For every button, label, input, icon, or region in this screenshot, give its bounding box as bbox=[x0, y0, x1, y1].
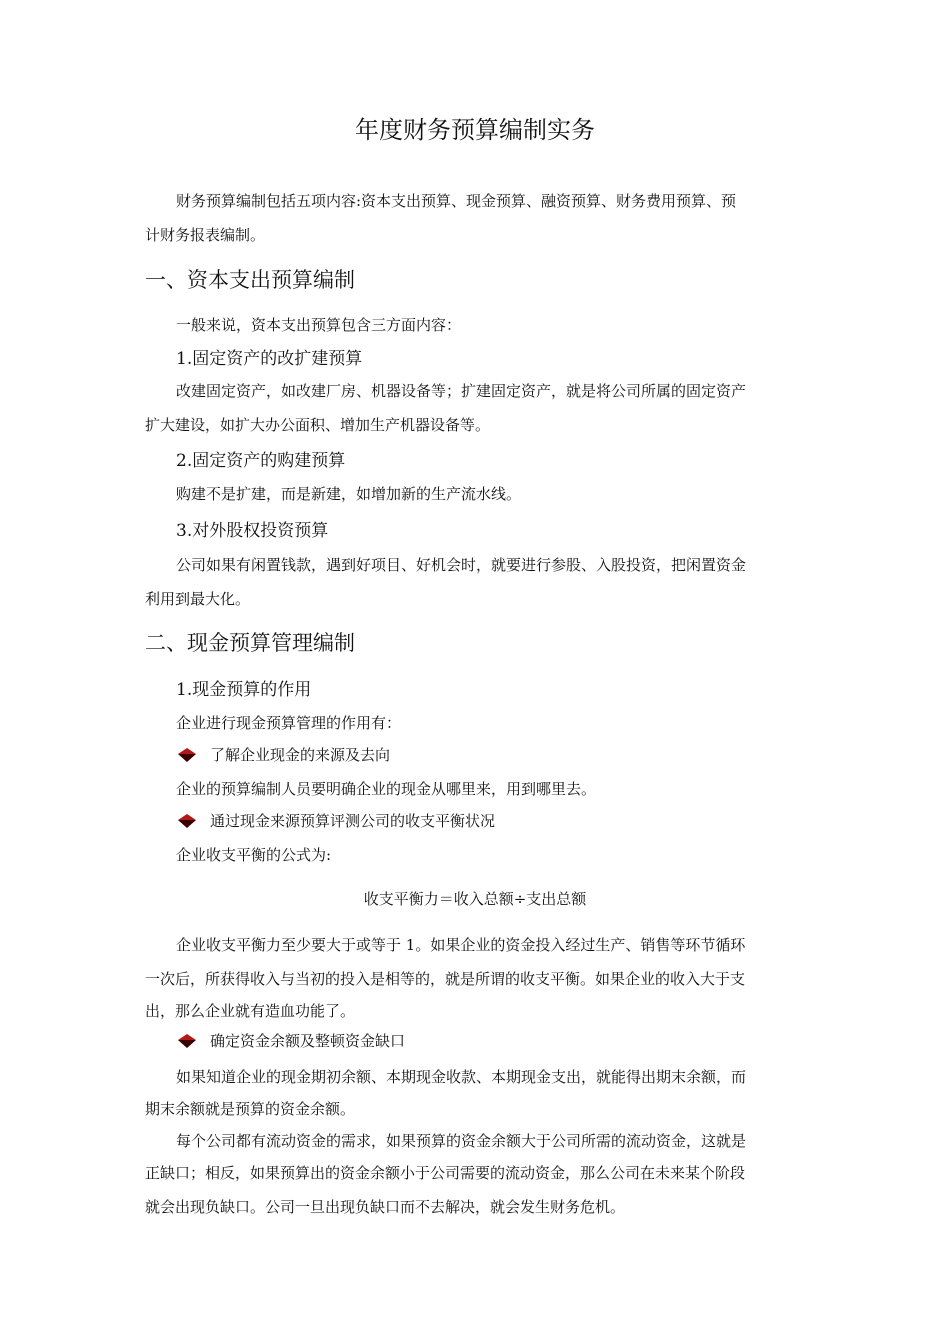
balance2-para-line-1: 如果知道企业的现金期初余额、本期现金收款、本期现金支出，就能得出期末余额，而 bbox=[176, 1068, 747, 1086]
balance2-para-line-2: 期末余额就是预算的资金余额。 bbox=[145, 1100, 356, 1118]
section2-lead: 企业进行现金预算管理的作用有： bbox=[176, 714, 402, 732]
formula-lead: 企业收支平衡的公式为: bbox=[176, 846, 332, 864]
bullet-item-3-text: 确定资金余额及整顿资金缺口 bbox=[210, 1032, 406, 1050]
section2-heading: 二、现金预算管理编制 bbox=[145, 631, 355, 655]
balance-para-line-2: 一次后，所获得收入与当初的投入是相等的，就是所谓的收支平衡。如果企业的收入大于支 bbox=[145, 970, 746, 988]
intro-line-2: 计财务报表编制。 bbox=[145, 226, 266, 244]
section1-sub1-line-1: 改建固定资产，如改建厂房、机器设备等；扩建固定资产，就是将公司所属的固定资产 bbox=[176, 382, 747, 400]
section1-sub2-line-1: 购建不是扩建，而是新建，如增加新的生产流水线。 bbox=[176, 485, 522, 503]
diamond-arrow-bullet-icon bbox=[178, 1034, 196, 1048]
diamond-arrow-bullet-icon bbox=[178, 748, 196, 762]
section1-sub3-title: 3.对外股权投资预算 bbox=[176, 521, 329, 541]
gap-para-line-3: 就会出现负缺口。公司一旦出现负缺口而不去解决，就会发生财务危机。 bbox=[145, 1198, 626, 1216]
gap-para-line-1: 每个公司都有流动资金的需求，如果预算的资金余额大于公司所需的流动资金，这就是 bbox=[176, 1132, 747, 1150]
section1-sub1-line-2: 扩大建设，如扩大办公面积、增加生产机器设备等。 bbox=[145, 416, 491, 434]
bullet-item-2 bbox=[178, 810, 495, 831]
section1-lead: 一般来说，资本支出预算包含三方面内容： bbox=[176, 316, 462, 334]
bullet-item-2-text: 通过现金来源预算评测公司的收支平衡状况 bbox=[210, 812, 496, 830]
section1-sub1-title: 1.固定资产的改扩建预算 bbox=[176, 349, 363, 369]
intro-line-1: 财务预算编制包括五项内容:资本支出预算、现金预算、融资预算、财务费用预算、预 bbox=[176, 192, 737, 210]
balance-para-line-1: 企业收支平衡力至少要大于或等于 1。如果企业的资金投入经过生产、销售等环节循环 bbox=[176, 936, 746, 954]
balance-para-line-3: 出，那么企业就有造血功能了。 bbox=[145, 1002, 356, 1020]
bullet-item-1-text: 了解企业现金的来源及去向 bbox=[210, 746, 391, 764]
gap-para-line-2: 正缺口；相反，如果预算出的资金余额小于公司需要的流动资金，那么公司在未来某个阶段 bbox=[145, 1164, 746, 1182]
bullet-item-3 bbox=[178, 1030, 405, 1051]
section1-sub2-title: 2.固定资产的购建预算 bbox=[176, 451, 346, 471]
document-title: 年度财务预算编制实务 bbox=[355, 116, 595, 144]
section1-sub3-line-1: 公司如果有闲置钱款，遇到好项目、好机会时，就要进行参股、入股投资，把闲置资金 bbox=[176, 556, 747, 574]
bullet1-description: 企业的预算编制人员要明确企业的现金从哪里来，用到哪里去。 bbox=[176, 780, 597, 798]
bullet-item-1 bbox=[178, 744, 390, 765]
section2-sub1-title: 1.现金预算的作用 bbox=[176, 680, 312, 700]
diamond-arrow-bullet-icon bbox=[178, 814, 196, 828]
section1-sub3-line-2: 利用到最大化。 bbox=[145, 590, 251, 608]
section1-heading: 一、资本支出预算编制 bbox=[145, 268, 355, 292]
balance-formula: 收支平衡力＝收入总额÷支出总额 bbox=[363, 890, 587, 908]
